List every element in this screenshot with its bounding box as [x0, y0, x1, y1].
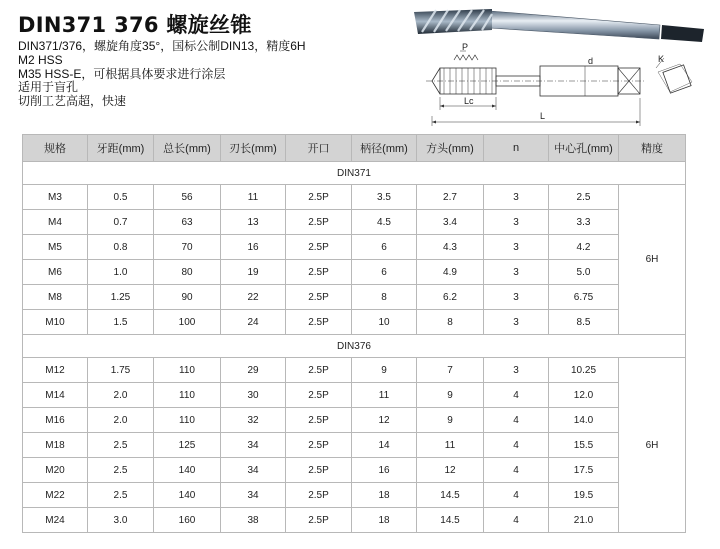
- section-row: [23, 335, 686, 358]
- table-cell: 3.0: [88, 508, 154, 533]
- table-cell: 3: [484, 358, 549, 383]
- table-cell: 3: [484, 310, 549, 335]
- table-body: [23, 162, 686, 533]
- product-description: [18, 40, 306, 109]
- table-cell: 63: [154, 210, 221, 235]
- table-cell: 2.5P: [286, 358, 352, 383]
- table-cell: 16: [221, 235, 286, 260]
- table-cell: 9: [417, 383, 484, 408]
- section-title: DIN376: [23, 335, 686, 358]
- table-cell: 70: [154, 235, 221, 260]
- table-cell: 7: [417, 358, 484, 383]
- table-cell: M8: [23, 285, 88, 310]
- table-cell: 15.5: [549, 433, 619, 458]
- table-cell: 2.5P: [286, 508, 352, 533]
- table-cell: 38: [221, 508, 286, 533]
- table-row: [23, 458, 686, 483]
- table-cell: M14: [23, 383, 88, 408]
- table-cell: 1.5: [88, 310, 154, 335]
- table-cell: 6: [352, 235, 417, 260]
- table-row: [23, 310, 686, 335]
- table-cell: 2.7: [417, 185, 484, 210]
- table-cell: 14: [352, 433, 417, 458]
- table-cell: 3: [484, 235, 549, 260]
- table-cell: M6: [23, 260, 88, 285]
- description-line: DIN371/376，螺旋角度35°，国标公制DIN13，精度6H: [18, 39, 306, 53]
- table-cell: 0.7: [88, 210, 154, 235]
- table-cell: 2.5P: [286, 285, 352, 310]
- table-cell: M22: [23, 483, 88, 508]
- column-header: n: [484, 135, 549, 162]
- diameter-label: d: [588, 56, 594, 66]
- table-cell: 13: [221, 210, 286, 235]
- table-cell: 9: [352, 358, 417, 383]
- table-cell: 2.5P: [286, 210, 352, 235]
- table-row: [23, 260, 686, 285]
- table-cell: 34: [221, 433, 286, 458]
- lc-label: Lc: [464, 96, 474, 106]
- table-cell: 14.5: [417, 508, 484, 533]
- column-header: 规格: [23, 135, 88, 162]
- table-cell: 8: [417, 310, 484, 335]
- accuracy-cell: 6H: [619, 185, 686, 335]
- table-cell: 140: [154, 483, 221, 508]
- section-row: [23, 162, 686, 185]
- table-cell: 6.75: [549, 285, 619, 310]
- table-cell: 4: [484, 408, 549, 433]
- accuracy-cell: 6H: [619, 358, 686, 533]
- spec-table: [22, 134, 686, 533]
- table-cell: 4.9: [417, 260, 484, 285]
- table-cell: M3: [23, 185, 88, 210]
- table-cell: 2.5P: [286, 483, 352, 508]
- table-cell: M18: [23, 433, 88, 458]
- table-cell: 18: [352, 483, 417, 508]
- table-cell: 110: [154, 408, 221, 433]
- table-cell: 6: [352, 260, 417, 285]
- table-cell: 2.0: [88, 383, 154, 408]
- column-header: 总长(mm): [154, 135, 221, 162]
- table-cell: 2.5P: [286, 458, 352, 483]
- table-cell: 3.5: [352, 185, 417, 210]
- column-header: 柄径(mm): [352, 135, 417, 162]
- table-cell: 34: [221, 483, 286, 508]
- pitch-label: P: [462, 42, 469, 52]
- table-cell: 22: [221, 285, 286, 310]
- table-cell: 11: [221, 185, 286, 210]
- table-cell: 140: [154, 458, 221, 483]
- table-cell: 2.5P: [286, 383, 352, 408]
- tap-technical-drawing: [420, 42, 710, 134]
- table-cell: 3.4: [417, 210, 484, 235]
- table-cell: 10: [352, 310, 417, 335]
- table-cell: M24: [23, 508, 88, 533]
- column-header: 方头(mm): [417, 135, 484, 162]
- table-row: [23, 210, 686, 235]
- table-cell: 160: [154, 508, 221, 533]
- table-cell: 4.3: [417, 235, 484, 260]
- table-cell: 2.5P: [286, 260, 352, 285]
- description-line: 适用于盲孔: [18, 80, 79, 95]
- table-cell: M16: [23, 408, 88, 433]
- description-line: 切削工艺高超，快速: [18, 94, 127, 109]
- table-cell: 14.0: [549, 408, 619, 433]
- table-cell: 100: [154, 310, 221, 335]
- table-cell: 4: [484, 383, 549, 408]
- table-cell: 0.8: [88, 235, 154, 260]
- column-header: 牙距(mm): [88, 135, 154, 162]
- page-title: DIN371 376 螺旋丝锥: [18, 13, 252, 37]
- table-row: [23, 508, 686, 533]
- table-cell: 2.5: [88, 433, 154, 458]
- table-cell: 4: [484, 483, 549, 508]
- column-header: 开口: [286, 135, 352, 162]
- table-cell: M10: [23, 310, 88, 335]
- table-cell: 19: [221, 260, 286, 285]
- table-cell: 2.0: [88, 408, 154, 433]
- table-cell: 11: [352, 383, 417, 408]
- table-cell: 24: [221, 310, 286, 335]
- table-cell: 18: [352, 508, 417, 533]
- table-cell: 29: [221, 358, 286, 383]
- table-row: [23, 235, 686, 260]
- table-cell: 8.5: [549, 310, 619, 335]
- table-cell: 1.25: [88, 285, 154, 310]
- table-cell: 12.0: [549, 383, 619, 408]
- table-cell: 4: [484, 433, 549, 458]
- table-cell: 2.5: [549, 185, 619, 210]
- table-cell: 1.75: [88, 358, 154, 383]
- table-cell: 4.5: [352, 210, 417, 235]
- table-cell: 2.5P: [286, 433, 352, 458]
- table-cell: M12: [23, 358, 88, 383]
- table-cell: 14.5: [417, 483, 484, 508]
- table-cell: 0.5: [88, 185, 154, 210]
- table-cell: 8: [352, 285, 417, 310]
- table-cell: 12: [352, 408, 417, 433]
- table-cell: 4: [484, 458, 549, 483]
- table-cell: 21.0: [549, 508, 619, 533]
- table-cell: 4: [484, 508, 549, 533]
- table-cell: 2.5: [88, 458, 154, 483]
- table-cell: M20: [23, 458, 88, 483]
- table-cell: 3: [484, 285, 549, 310]
- table-cell: 17.5: [549, 458, 619, 483]
- table-cell: 4.2: [549, 235, 619, 260]
- table-row: [23, 383, 686, 408]
- table-cell: 10.25: [549, 358, 619, 383]
- table-cell: 2.5P: [286, 185, 352, 210]
- description-line: M35 HSS-E，可根据具体要求进行涂层: [18, 66, 226, 81]
- table-cell: 110: [154, 383, 221, 408]
- table-cell: 2.5: [88, 483, 154, 508]
- table-cell: 34: [221, 458, 286, 483]
- table-row: [23, 285, 686, 310]
- table-row: [23, 433, 686, 458]
- table-cell: 2.5P: [286, 310, 352, 335]
- column-header: 刃长(mm): [221, 135, 286, 162]
- table-cell: 90: [154, 285, 221, 310]
- table-cell: 3: [484, 185, 549, 210]
- square-label: K: [658, 54, 665, 64]
- column-header: 中心孔(mm): [549, 135, 619, 162]
- table-header-row: [23, 135, 686, 162]
- table-cell: 11: [417, 433, 484, 458]
- table-cell: 3: [484, 260, 549, 285]
- description-line: M2 HSS: [18, 52, 63, 67]
- table-cell: 2.5P: [286, 408, 352, 433]
- table-cell: 9: [417, 408, 484, 433]
- table-cell: M5: [23, 235, 88, 260]
- table-row: [23, 185, 686, 210]
- table-row: [23, 483, 686, 508]
- table-row: [23, 408, 686, 433]
- table-cell: 30: [221, 383, 286, 408]
- table-cell: 5.0: [549, 260, 619, 285]
- table-cell: 12: [417, 458, 484, 483]
- table-cell: 19.5: [549, 483, 619, 508]
- table-cell: 2.5P: [286, 235, 352, 260]
- column-header: 精度: [619, 135, 686, 162]
- table-cell: M4: [23, 210, 88, 235]
- length-label: L: [540, 111, 546, 121]
- section-title: DIN371: [23, 162, 686, 185]
- table-row: [23, 358, 686, 383]
- table-cell: 125: [154, 433, 221, 458]
- table-cell: 32: [221, 408, 286, 433]
- table-cell: 3.3: [549, 210, 619, 235]
- table-cell: 6.2: [417, 285, 484, 310]
- table-cell: 16: [352, 458, 417, 483]
- table-cell: 1.0: [88, 260, 154, 285]
- table-cell: 56: [154, 185, 221, 210]
- table-cell: 80: [154, 260, 221, 285]
- table-cell: 3: [484, 210, 549, 235]
- table-cell: 110: [154, 358, 221, 383]
